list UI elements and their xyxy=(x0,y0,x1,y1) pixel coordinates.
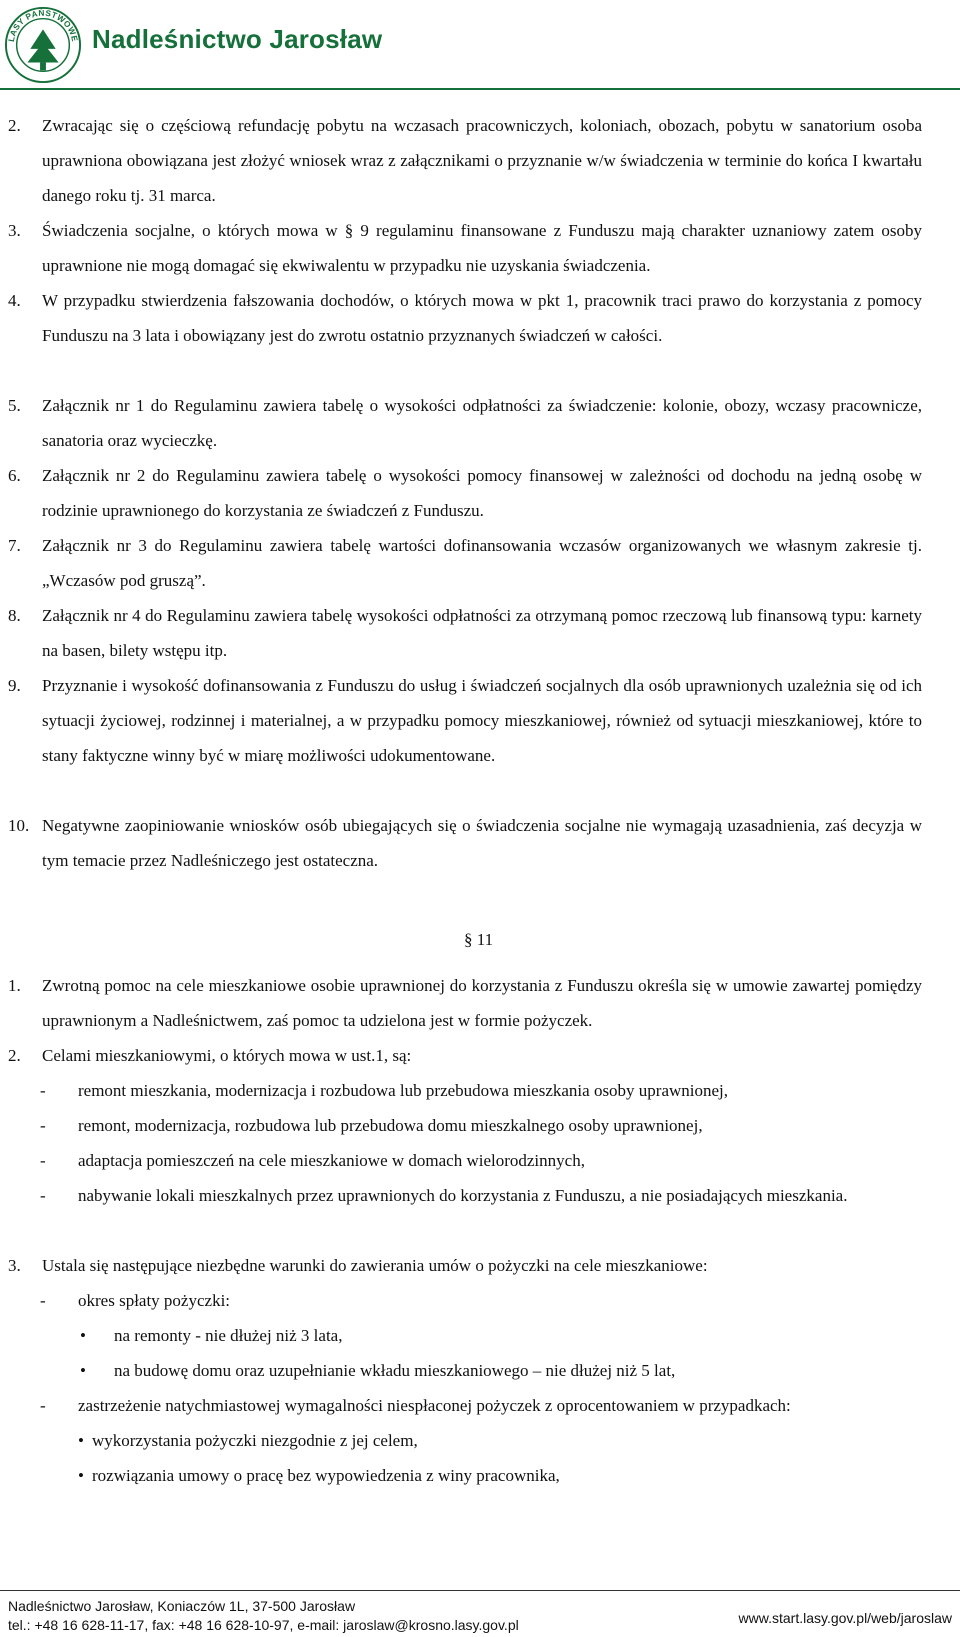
item-number: 7. xyxy=(8,536,21,555)
footer-contact[interactable]: tel.: +48 16 628-11-17, fax: +48 16 628-10-97, e-mail: jaroslaw@krosno.lasy.gov.pl xyxy=(8,1617,519,1633)
lasy-panstwowe-logo xyxy=(4,6,82,84)
list-item: Celami mieszkaniowymi, o których mowa w ust.1, są: xyxy=(42,1046,412,1065)
sub-list-item: rozwiązania umowy o pracę bez wypowiedzenia z winy pracownika, xyxy=(92,1466,560,1485)
section-heading: § 11 xyxy=(464,930,494,949)
svg-text:LASY PAŃSTWOWE: LASY PAŃSTWOWE xyxy=(6,8,80,43)
page-header xyxy=(0,0,960,90)
list-item: Załącznik nr 3 do Regulaminu zawiera tabelę wartości dofinansowania wczasów organizowanych we własnym zakresie tj. „Wczasów pod gruszą”. xyxy=(42,536,922,590)
sub-list-item: nabywanie lokali mieszkalnych przez uprawnionych do korzystania z Funduszu, a nie posiadających mieszkania. xyxy=(78,1186,848,1205)
sub-list-item: okres spłaty pożyczki: xyxy=(78,1291,231,1310)
dash-marker: - xyxy=(40,1291,46,1310)
list-item: Zwrotną pomoc na cele mieszkaniowe osobie uprawnionej do korzystania z Funduszu określa się w umowie zawartej pomiędzy uprawnionym a Nadleśnictwem, zaś pomoc ta udzielona jest w formie pożyczek. xyxy=(42,976,922,1030)
footer-website-link[interactable]: www.start.lasy.gov.pl/web/jaroslaw xyxy=(738,1610,952,1626)
item-number: 9. xyxy=(8,676,21,695)
bullet-marker: • xyxy=(80,1361,86,1380)
dash-marker: - xyxy=(40,1151,46,1170)
bullet-marker: • xyxy=(80,1326,86,1345)
item-number: 4. xyxy=(8,291,21,310)
item-number: 1. xyxy=(8,976,21,995)
list-item: Załącznik nr 2 do Regulaminu zawiera tabelę o wysokości pomocy finansowej w zależności od dochodu na jedną osobę w rodzinie uprawnionego do korzystania ze świadczeń z Funduszu. xyxy=(42,466,922,520)
bullet-marker: • xyxy=(78,1431,84,1450)
sub-list-item: na budowę domu oraz uzupełnianie wkładu mieszkaniowego – nie dłużej niż 5 lat, xyxy=(114,1361,676,1380)
organization-title: Nadleśnictwo Jarosław xyxy=(92,24,383,54)
item-number: 3. xyxy=(8,221,21,240)
item-number: 3. xyxy=(8,1256,21,1275)
list-item: Załącznik nr 4 do Regulaminu zawiera tabelę wysokości odpłatności za otrzymaną pomoc rzeczową lub finansową typu: karnety na basen, bilety wstępu itp. xyxy=(42,606,922,660)
footer-address: Nadleśnictwo Jarosław, Koniaczów 1L, 37-500 Jarosław xyxy=(8,1598,356,1614)
dash-marker: - xyxy=(40,1396,46,1415)
list-item: W przypadku stwierdzenia fałszowania dochodów, o których mowa w pkt 1, pracownik traci prawo do korzystania z pomocy Funduszu na 3 lata i obowiązany jest do zwrotu ostatnio przyznanych świadczeń w całości. xyxy=(42,291,922,345)
list-item: Ustala się następujące niezbędne warunki do zawierania umów o pożyczki na cele mieszkaniowe: xyxy=(42,1256,708,1275)
sub-list-item: na remonty - nie dłużej niż 3 lata, xyxy=(114,1326,343,1345)
header-divider xyxy=(0,88,960,90)
footer-divider xyxy=(0,1590,960,1591)
list-item: Zwracając się o częściową refundację pobytu na wczasach pracowniczych, koloniach, obozach, pobytu w sanatorium osoba uprawniona obowiązana jest złożyć wniosek wraz z załącznikami o przyznanie w/w świadczenia w terminie do końca I kwartału danego roku tj. 31 marca. xyxy=(42,116,922,205)
dash-marker: - xyxy=(40,1116,46,1135)
sub-list-item: adaptacja pomieszczeń na cele mieszkaniowe w domach wielorodzinnych, xyxy=(78,1151,585,1170)
item-number: 2. xyxy=(8,1046,21,1065)
item-number: 5. xyxy=(8,396,21,415)
sub-list-item: wykorzystania pożyczki niezgodnie z jej celem, xyxy=(92,1431,418,1450)
list-item: Załącznik nr 1 do Regulaminu zawiera tabelę o wysokości odpłatności za świadczenie: kolonie, obozy, wczasy pracownicze, sanatoria oraz wycieczkę. xyxy=(42,396,922,450)
list-item: Negatywne zaopiniowanie wniosków osób ubiegających się o świadczenia socjalne nie wymagają uzasadnienia, zaś decyzja w tym temacie przez Nadleśniczego jest ostateczna. xyxy=(42,816,922,870)
item-number: 10. xyxy=(8,816,30,835)
sub-list-item: zastrzeżenie natychmiastowej wymagalności niespłaconej pożyczek z oprocentowaniem w przypadkach: xyxy=(78,1396,791,1415)
item-number: 2. xyxy=(8,116,21,135)
item-number: 6. xyxy=(8,466,21,485)
dash-marker: - xyxy=(40,1081,46,1100)
sub-list-item: remont, modernizacja, rozbudowa lub przebudowa domu mieszkalnego osoby uprawnionej, xyxy=(78,1116,703,1135)
list-item: Świadczenia socjalne, o których mowa w § 9 regulaminu finansowane z Funduszu mają charakter uznaniowy zatem osoby uprawnione nie mogą domagać się ekwiwalentu w przypadku nie uzyskania świadczenia. xyxy=(42,221,922,275)
page-footer xyxy=(0,1590,960,1637)
item-number: 8. xyxy=(8,606,21,625)
list-item: Przyznanie i wysokość dofinansowania z Funduszu do usług i świadczeń socjalnych dla osób uprawnionych uzależnia się od ich sytuacji życiowej, rodzinnej i materialnej, a w przypadku pomocy mieszkaniowej, również od sytuacji mieszkaniowej, które to stany faktyczne winny być w miarę możliwości udokumentowane. xyxy=(42,676,922,765)
dash-marker: - xyxy=(40,1186,46,1205)
bullet-marker: • xyxy=(78,1466,84,1485)
sub-list-item: remont mieszkania, modernizacja i rozbudowa lub przebudowa mieszkania osoby uprawnionej, xyxy=(78,1081,729,1100)
